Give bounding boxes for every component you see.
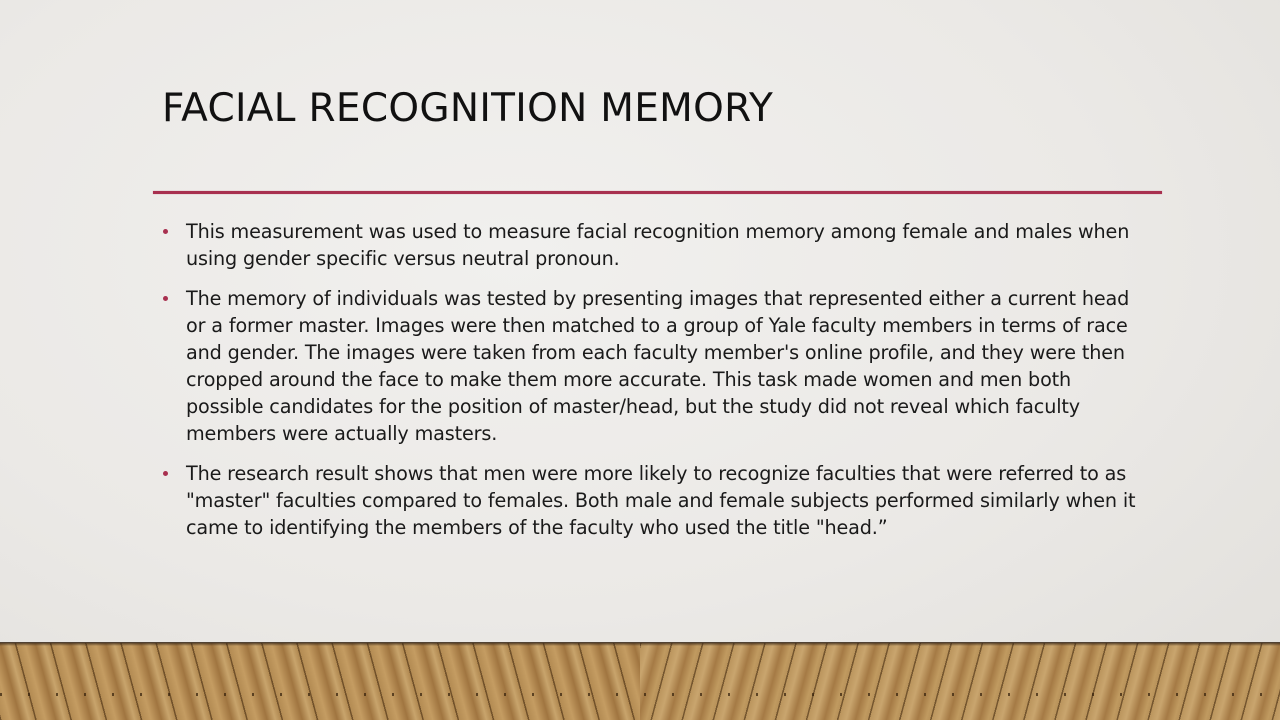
bullet-list xyxy=(162,218,1152,554)
bullet-text: The memory of individuals was tested by presenting images that represented either a current head or a former master. Images were then matched to a group of Yale faculty members in terms of race and gender. The images were taken from each faculty member's online profile, and they were then cropped around the face to make them more accurate. This task made women and men both possible candidates for the position of master/head, but the study did not reveal which faculty members were actually masters. xyxy=(186,287,1130,445)
wood-floor-right-planks xyxy=(640,643,1280,720)
bullet-dot-icon xyxy=(163,471,168,476)
bullet-dot-icon xyxy=(163,229,168,234)
floor-edge-shadow xyxy=(0,642,1280,646)
slide-title: FACIAL RECOGNITION MEMORY xyxy=(162,86,774,131)
title-divider xyxy=(153,191,1162,194)
bullet-item xyxy=(162,218,1152,272)
bullet-item xyxy=(162,285,1152,447)
bullet-text: The research result shows that men were more likely to recognize faculties that were referred to as "master" faculties compared to females. Both male and female subjects performed similarly when it came to identifying the members of the faculty who used the title "head.” xyxy=(186,462,1136,539)
bullet-dot-icon xyxy=(163,296,168,301)
bullet-text: This measurement was used to measure facial recognition memory among female and males when using gender specific versus neutral pronoun. xyxy=(186,220,1130,270)
floor-nails xyxy=(0,693,1280,696)
bullet-item xyxy=(162,460,1152,541)
wood-floor-decoration xyxy=(0,643,1280,720)
